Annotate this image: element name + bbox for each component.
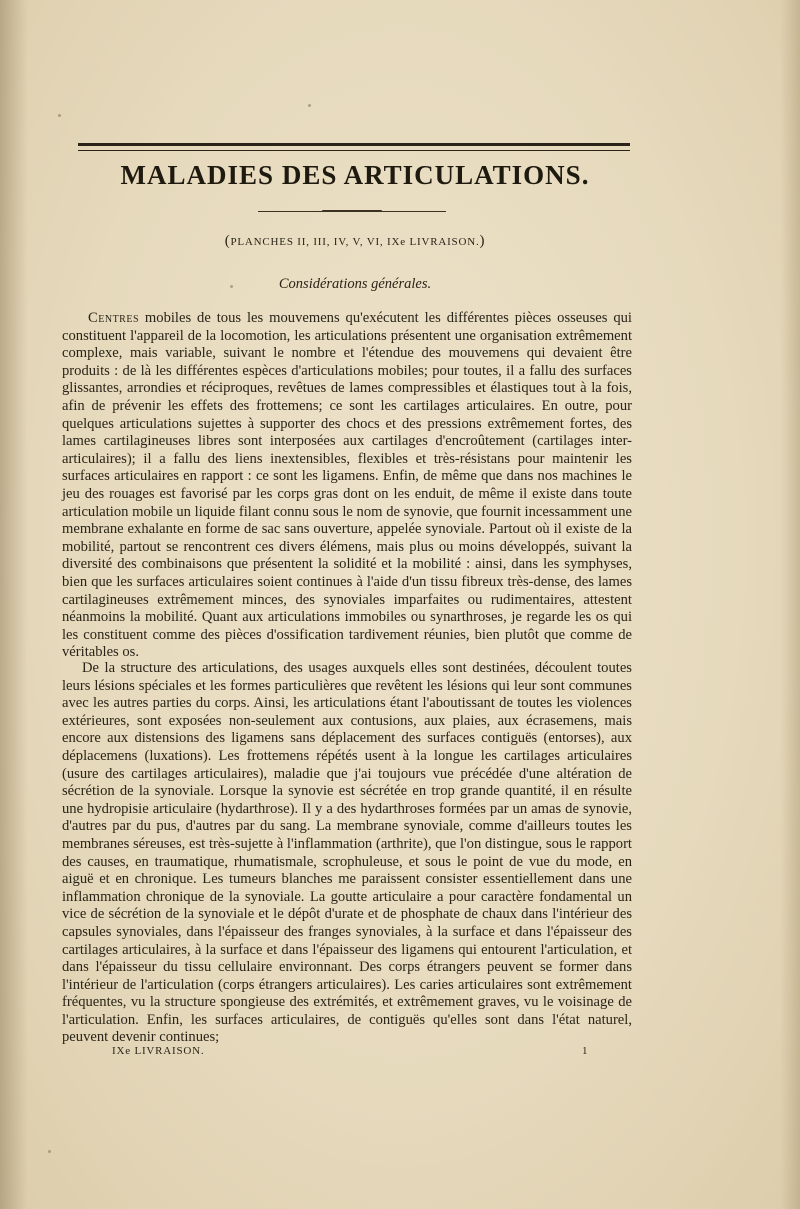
top-rule-thin [78, 150, 630, 151]
top-rule-thick [78, 143, 630, 146]
plates-subtitle: (PLANCHES II, III, IV, V, VI, IXe LIVRAISON.) [224, 233, 486, 249]
paper-speck [308, 104, 311, 107]
paragraph-2 [62, 660, 632, 1047]
section-heading: Considérations générales. [278, 276, 432, 292]
paper-speck [58, 114, 61, 117]
page-number: 1 [582, 1045, 588, 1057]
decorative-rule-center [322, 210, 382, 212]
paragraph-2-text: De la structure des articulations, des usages auxquels elles sont destinées, découlent toutes leurs lésions spéciales et les formes particulières que revêtent les lésions qui leur sont communes avec les autres parties du corps. Ainsi, les articulations étant l'aboutissant de toutes les violences extérieures, sont exposées non-seulement aux contusions, aux plaies, aux écrasemens, mais encore aux distensions des ligamens sans déplacement des surfaces contiguës (entorses), aux déplacemens (luxations). Les frottemens répétés usent à la longue les cartilages articulaires (usure des cartilages articulaires), maladie que j'ai toujours vue précédée d'une altération de sécrétion de la synoviale. Lorsque la synovie est sécrétée en trop grande quantité, il en résulte une hydropisie articulaire (hydarthrose). Il y a des hydarthroses formées par un amas de synovie, d'autres par du pus, d'autres par du sang. La membrane synoviale, comme d'ailleurs toutes les membranes séreuses, est très-sujette à l'inflammation (arthrite), que l'on distingue, sous le rapport des causes, en traumatique, rhumatismale, scrophuleuse, et sous le point de vue du mode, en aiguë et en chronique. Les tumeurs blanches me paraissent consister essentiellement dans une inflammation chronique de la synoviale. La goutte articulaire a pour caractère fondamental un vice de sécrétion de la synoviale et le dépôt d'urate et de phosphate de chaux dans l'intérieur des capsules synoviales, dans l'épaisseur des franges synoviales, à la surface et dans l'épaisseur des cartilages articulaires, à la surface et dans l'épaisseur des ligamens qui entourent l'articulation, et dans l'épaisseur du tissu cellulaire environnant. Des corps étrangers peuvent se former dans l'intérieur de l'articulation (corps étrangers articulaires). Les caries articulaires sont extrêmement fréquentes, vu la structure spongieuse des extrémités, et extrêmement graves, vu le voisinage de l'articulation. Enfin, les surfaces articulaires, de contiguës qu'elles sont dans l'état naturel, peuvent devenir continues; [62, 660, 632, 1046]
paragraph-1 [62, 310, 632, 662]
paragraph-1-lead: Centres [88, 310, 140, 326]
edge-shadow [780, 0, 800, 1209]
plates-text: PLANCHES II, III, IV, V, VI, IXe LIVRAISON. [230, 236, 480, 248]
paper-speck [230, 285, 233, 288]
footer-livraison: IXe LIVRAISON. [112, 1045, 205, 1057]
paragraph-1-text: mobiles de tous les mouvemens qu'exécutent les différentes pièces osseuses qui constituent l'appareil de la locomotion, les articulations présentent une organisation extrêmement complexe, mais variable, suivant le nombre et l'étendue des mouvemens qui devaient être produits : de là les différentes espèces d'articulations mobiles; pour toutes, il a fallu des surfaces glissantes, arrondies et réciproques, revêtues de lames compressibles et élastiques tout à la fois, afin de prévenir les effets des frottemens; ce sont les cartilages articulaires. En outre, pour quelques articulations sujettes à supporter des chocs et des pressions extrêmement fortes, des lames cartilagineuses libres sont interposées aux cartilages d'encroûtement (cartilages inter-articulaires); il a fallu des liens inextensibles, flexibles et très-résistans pour maintenir les surfaces articulaires en rapport : ce sont les ligamens. Enfin, de même que dans nos machines le jeu des rouages est favorisé par les corps gras dont on les enduit, de même il existe dans toute articulation mobile un liquide filant connu sous le nom de synovie, que fournit incessamment une membrane exhalante en forme de sac sans ouverture, appelée synoviale. Partout où il existe de la mobilité, partout se rencontrent ces divers élémens, mais plus ou moins développés, suivant la diversité des combinaisons que présentent la solidité et la mobilité : ainsi, dans les symphyses, bien que les surfaces articulaires soient continues à l'aide d'un tissu fibreux très-dense, des lames cartilagineuses extrêmement minces, des synoviales imparfaites ou rudimentaires, attestent néanmoins la mobilité. Quant aux articulations immobiles ou synarthroses, je regarde les os qui les constituent comme des pièces d'ossification tardivement réunies, bien plutôt que comme de véritables os. [62, 310, 632, 661]
page-title: MALADIES DES ARTICULATIONS. [120, 160, 590, 190]
paper-speck [48, 1150, 51, 1153]
